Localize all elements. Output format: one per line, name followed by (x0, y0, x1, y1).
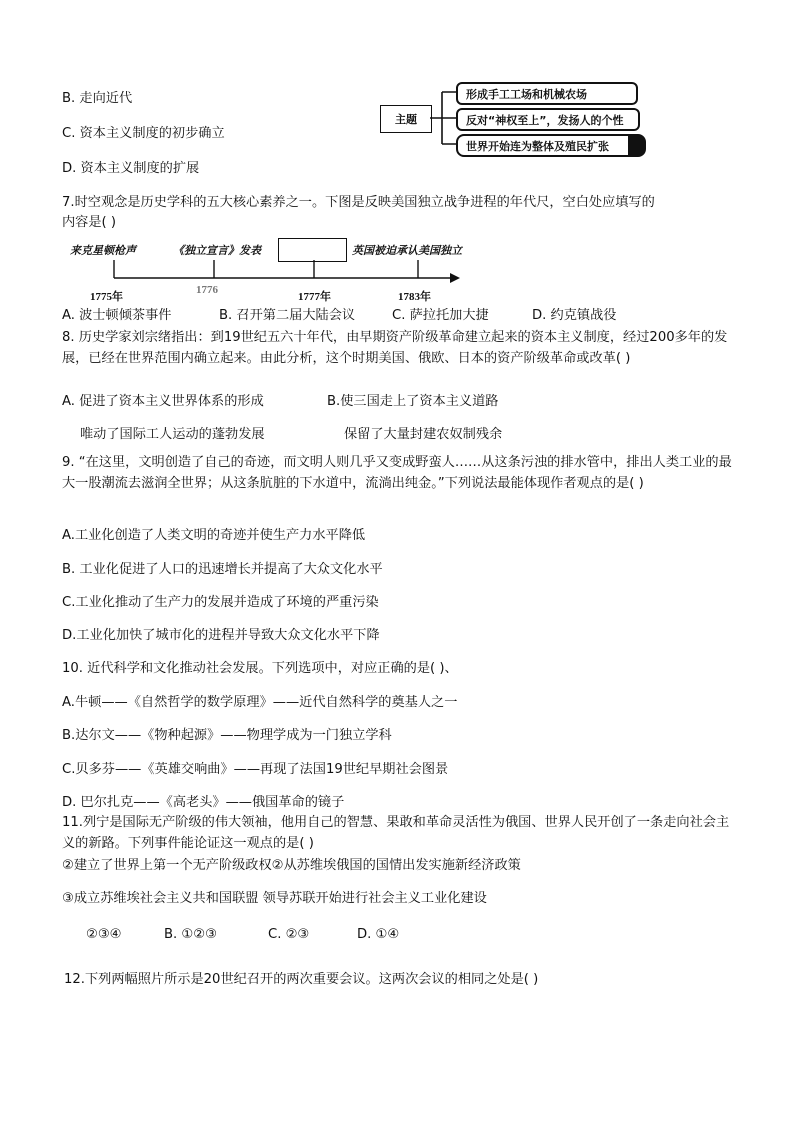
q7-option-b: B. 召开第二届大陆会议 (219, 308, 356, 323)
timeline-label-3: 英国被迫承认美国独立 (352, 244, 462, 257)
mindmap-root: 主题 (380, 105, 432, 133)
q9-option-a: A.工业化创造了人类文明的奇迹并使生产力水平降低 (62, 528, 366, 543)
timeline-label-1: 来克星顿枪声 (70, 244, 136, 257)
q8-option-c: 唯动了国际工人运动的蓬勃发展 (80, 427, 265, 442)
timeline-year-1776: 1776 (196, 284, 218, 296)
q10-option-a: A.牛顿——《自然哲学的数学原理》——近代自然科学的奠基人之一 (62, 695, 458, 710)
q6-option-b: B. 走向近代 (62, 91, 133, 106)
timeline-axis (100, 252, 465, 284)
q7-stem-line2: 内容是( ) (62, 215, 117, 230)
q9-option-b: B. 工业化促进了人口的迅速增长并提高了大众文化水平 (62, 562, 383, 577)
q8-stem: 8. 历史学家刘宗绪指出：到19世纪五六十年代，由早期资产阶级革命建立起来的资本主义制度，经过200多年的发展，已经在世界范围内确立起来。由此分析，这个时期美国、俄欧、日本的资产阶级革命或改革( ) (62, 330, 728, 366)
q8-option-d: 保留了大量封建农奴制残余 (344, 427, 503, 442)
q7-option-d: D. 约克镇战役 (532, 308, 617, 323)
q9-option-d: D.工业化加快了城市化的进程并导致大众文化水平下降 (62, 628, 380, 643)
q8-option-b: B.使三国走上了资本主义道路 (327, 394, 499, 409)
timeline-year-1783: 1783年 (398, 291, 431, 303)
q8-option-a: A. 促进了资本主义世界体系的形成 (62, 394, 264, 409)
timeline-year-1777: 1777年 (298, 291, 331, 303)
q10-option-c: C.贝多芬——《英雄交响曲》——再现了法国19世纪早期社会图景 (62, 762, 449, 777)
q11-items-line1: ②建立了世界上第一个无产阶级政权②从苏维埃俄国的国情出发实施新经济政策 (62, 858, 521, 873)
q6-option-d: D. 资本主义制度的扩展 (62, 161, 200, 176)
q10-option-b: B.达尔文——《物种起源》——物理学成为一门独立学科 (62, 728, 392, 743)
q11-stem: 11.列宁是国际无产阶级的伟大领袖，他用自己的智慧、果敢和革命灵活性为俄国、世界人民开创了一条走向社会主义的新路。下列事件能论证这一观点的是( ) (62, 815, 730, 851)
mindmap-item-3: 世界开始连为整体及殖民扩张 (456, 134, 646, 157)
q11-option-c: C. ②③ (268, 927, 310, 942)
q11-option-d: D. ①④ (357, 927, 400, 942)
timeline-label-2: 《独立宣言》发表 (173, 244, 261, 257)
q6-option-c: C. 资本主义制度的初步确立 (62, 126, 225, 141)
mindmap-item-2: 反对“神权至上”，发扬人的个性 (456, 108, 640, 131)
q12-stem: 12.下列两幅照片所示是20世纪召开的两次重要会议。这两次会议的相同之处是( ) (64, 972, 539, 987)
mindmap-item-1: 形成手工工场和机械农场 (456, 82, 638, 105)
q11-option-b: B. ①②③ (164, 927, 217, 942)
q11-option-a: ②③④ (86, 927, 122, 942)
q9-option-c: C.工业化推动了生产力的发展并造成了环境的严重污染 (62, 595, 379, 610)
q11-items-line2: ③成立苏维埃社会主义共和国联盟 领导苏联开始进行社会主义工业化建设 (62, 891, 487, 906)
q7-option-c: C. 萨拉托加大捷 (392, 308, 489, 323)
timeline-year-1775: 1775年 (90, 291, 123, 303)
q9-stem: 9. “在这里，文明创造了自己的奇迹，而文明人则几乎又变成野蛮人……从这条污浊的排水管中，排出人类工业的最大一股潮流去滋润全世界；从这条肮脏的下水道中，流淌出纯金。”下列说法最能体现作者观点的是( ) (62, 455, 732, 491)
q7-option-a: A. 波士顿倾茶事件 (62, 308, 172, 323)
q7-stem-line1: 7.时空观念是历史学科的五大核心素养之一。下图是反映美国独立战争进程的年代尺，空白处应填写的 (62, 195, 655, 210)
q10-stem: 10. 近代科学和文化推动社会发展。下列选项中，对应正确的是( )、 (62, 661, 458, 676)
q10-option-d: D. 巴尔扎克——《高老头》——俄国革命的镜子 (62, 795, 345, 810)
